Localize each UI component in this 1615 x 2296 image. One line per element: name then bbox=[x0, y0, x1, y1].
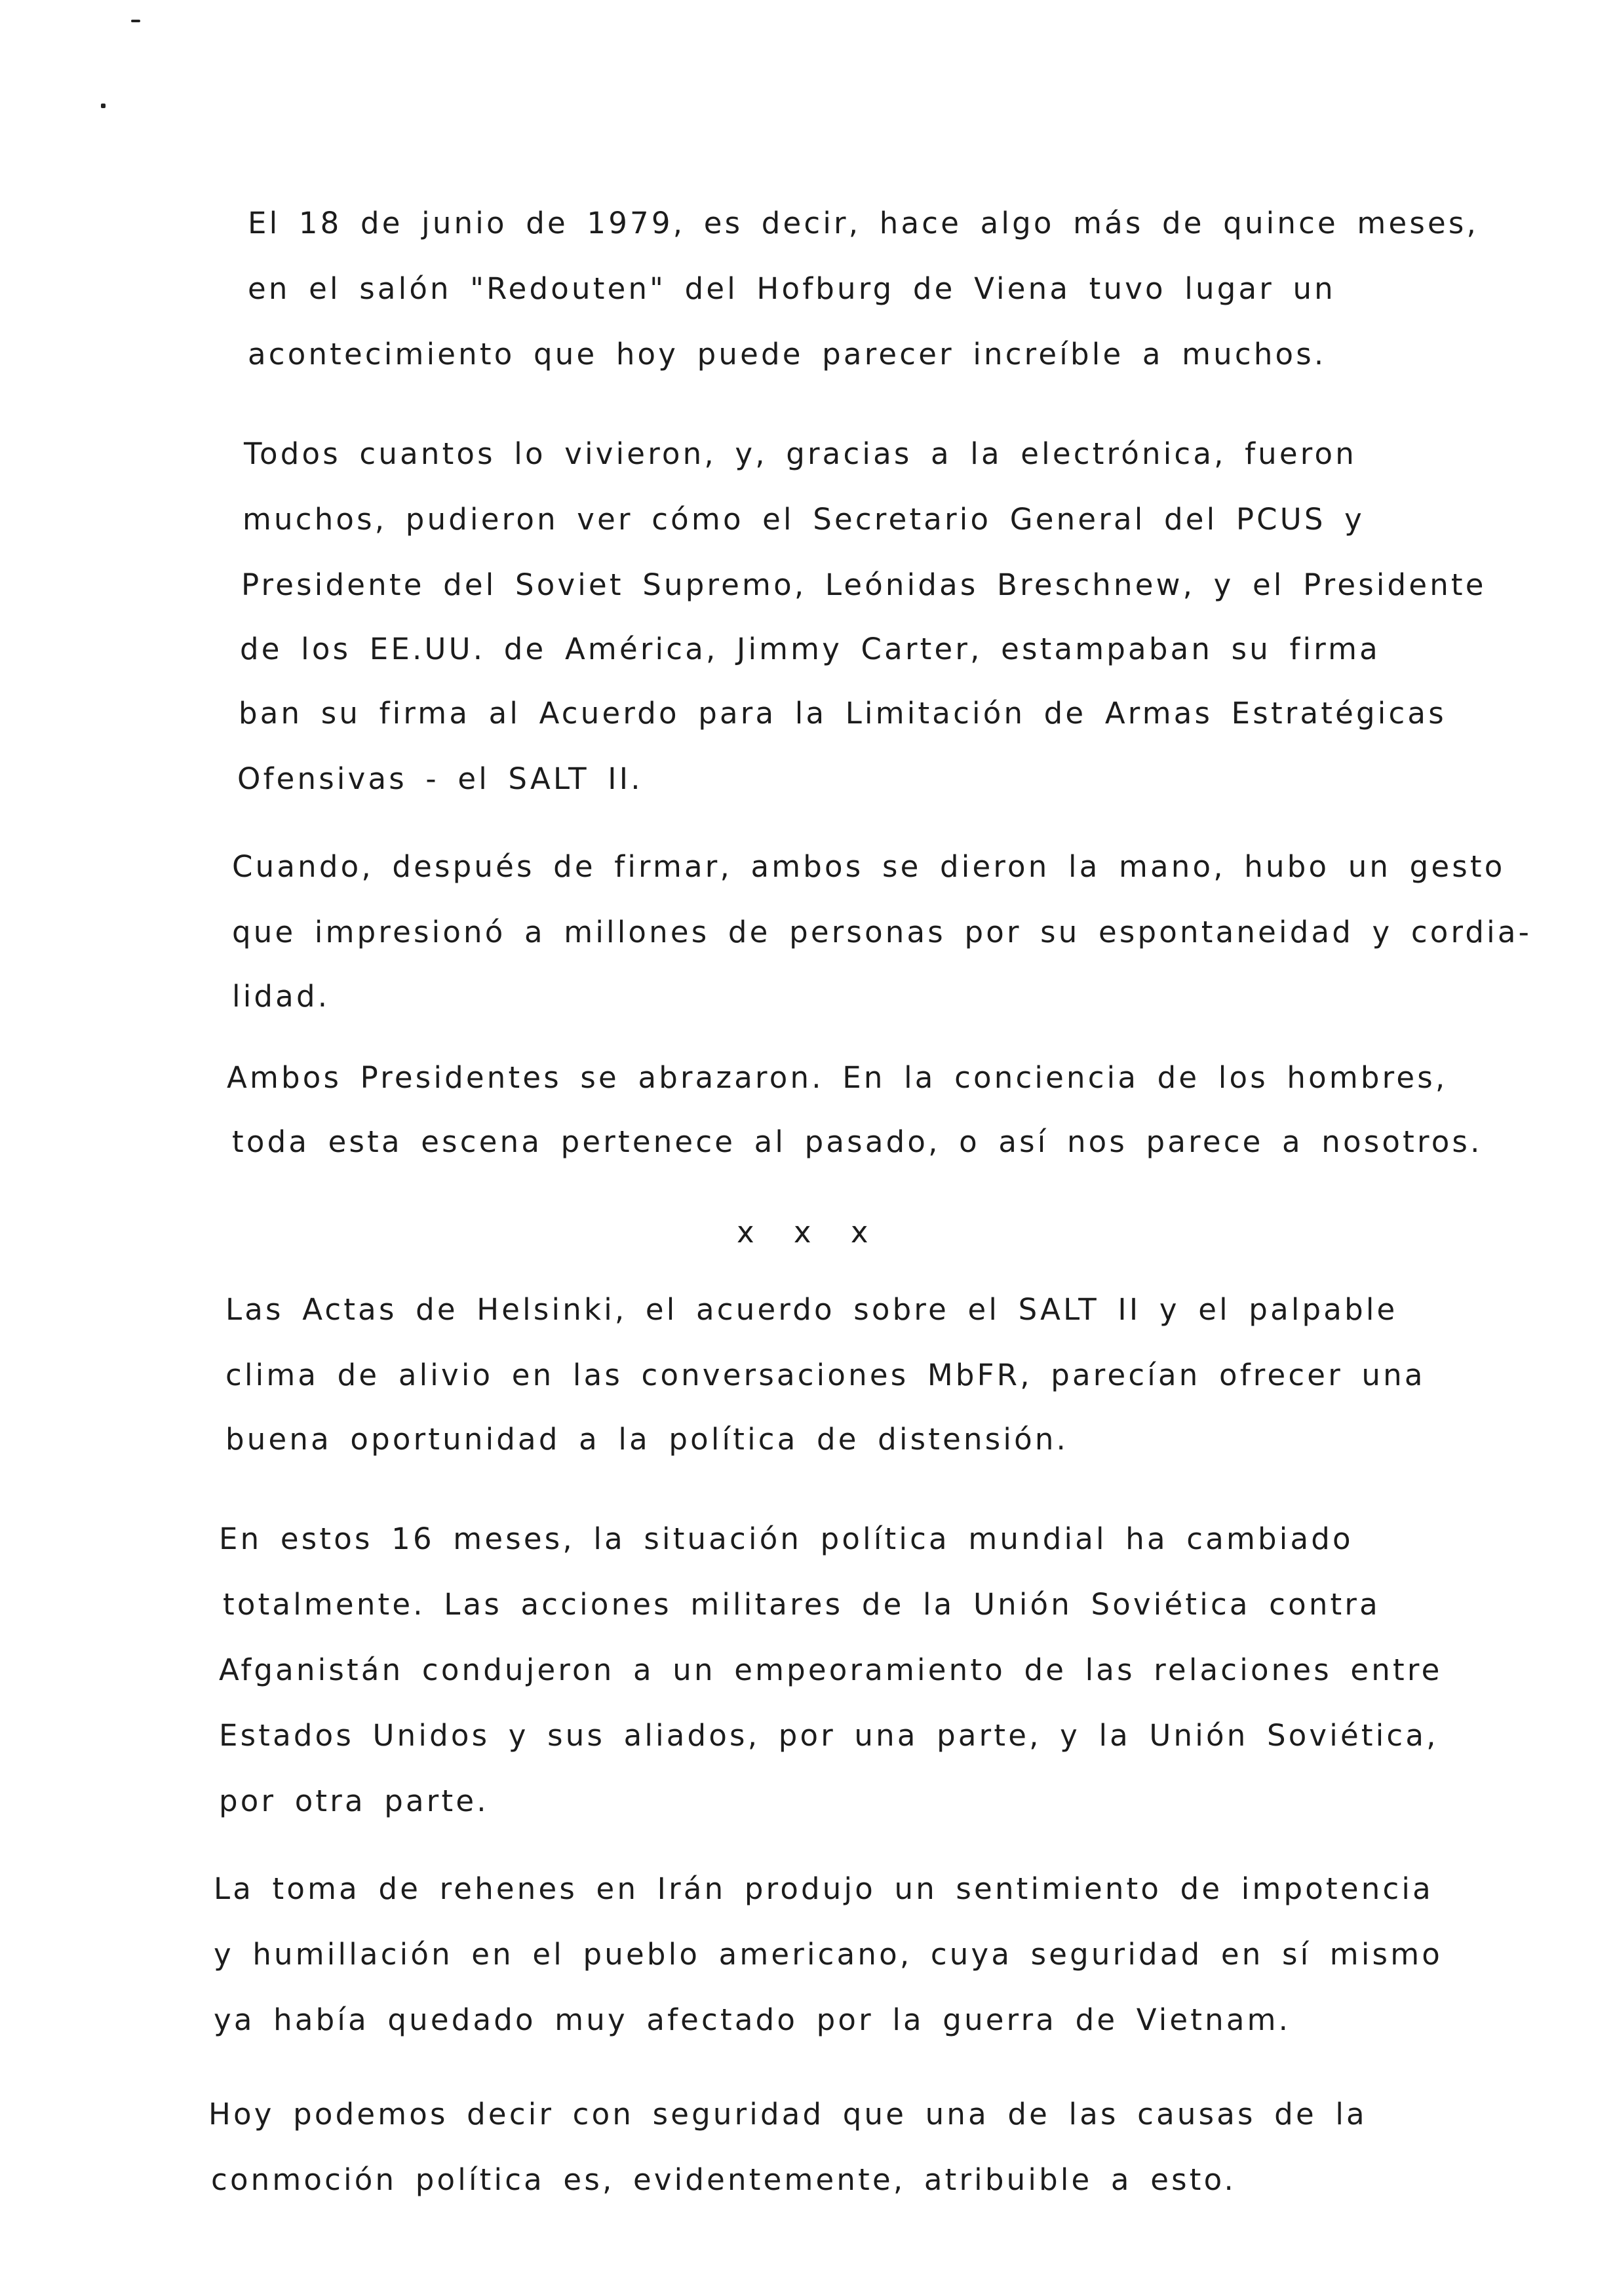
paragraph-8-line-1: Hoy podemos decir con seguridad que una de las causas de la bbox=[208, 2097, 1367, 2132]
paragraph-2-line-1: Todos cuantos lo vivieron, y, gracias a la electrónica, fueron bbox=[244, 436, 1357, 471]
paragraph-5-line-3: buena oportunidad a la política de distensión. bbox=[225, 1422, 1069, 1457]
paragraph-6-line-3: Afganistán condujeron a un empeoramiento de las relaciones entre bbox=[219, 1653, 1443, 1687]
paragraph-1-line-2: en el salón "Redouten" del Hofburg de Viena tuvo lugar un bbox=[248, 271, 1336, 306]
paragraph-3-line-2: que impresionó a millones de personas por su espontaneidad y cordia- bbox=[232, 915, 1532, 949]
paragraph-7-line-2: y humillación en el pueblo americano, cuya seguridad en sí mismo bbox=[214, 1937, 1443, 1972]
paragraph-1-line-3: acontecimiento que hoy puede parecer increíble a muchos. bbox=[248, 337, 1327, 372]
paragraph-7-line-1: La toma de rehenes en Irán produjo un sentimiento de impotencia bbox=[214, 1871, 1433, 1906]
paragraph-2-line-4: de los EE.UU. de América, Jimmy Carter, estampaban su firma bbox=[240, 632, 1380, 666]
paragraph-2-line-3: Presidente del Soviet Supremo, Leónidas Breschnew, y el Presidente bbox=[241, 567, 1487, 602]
section-separator: x x x bbox=[737, 1215, 868, 1250]
paragraph-5-line-2: clima de alivio en las conversaciones MbFR, parecían ofrecer una bbox=[225, 1358, 1426, 1392]
paragraph-4-line-2: toda esta escena pertenece al pasado, o así nos parece a nosotros. bbox=[232, 1124, 1483, 1159]
paragraph-8-line-2: conmoción política es, evidentemente, atribuible a esto. bbox=[211, 2162, 1237, 2197]
paragraph-3-line-3: lidad. bbox=[232, 979, 330, 1014]
paragraph-2-line-5: ban su firma al Acuerdo para la Limitación de Armas Estratégicas bbox=[239, 696, 1447, 731]
paragraph-5-line-1: Las Actas de Helsinki, el acuerdo sobre el SALT II y el palpable bbox=[225, 1292, 1398, 1327]
paragraph-2-line-6: Ofensivas - el SALT II. bbox=[237, 761, 643, 796]
paragraph-4-line-1: Ambos Presidentes se abrazaron. En la conciencia de los hombres, bbox=[227, 1060, 1448, 1095]
paragraph-7-line-3: ya había quedado muy afectado por la guerra de Vietnam. bbox=[214, 2002, 1291, 2037]
paragraph-6-line-5: por otra parte. bbox=[219, 1784, 489, 1818]
paragraph-2-line-2: muchos, pudieron ver cómo el Secretario General del PCUS y bbox=[243, 502, 1365, 537]
paragraph-1-line-1: El 18 de junio de 1979, es decir, hace algo más de quince meses, bbox=[248, 206, 1479, 240]
paragraph-6-line-1: En estos 16 meses, la situación política mundial ha cambiado bbox=[219, 1521, 1353, 1556]
scan-speck bbox=[101, 104, 106, 108]
paragraph-6-line-4: Estados Unidos y sus aliados, por una parte, y la Unión Soviética, bbox=[219, 1718, 1439, 1753]
paragraph-3-line-1: Cuando, después de firmar, ambos se dieron la mano, hubo un gesto bbox=[232, 849, 1506, 884]
scan-speck bbox=[131, 20, 140, 22]
paragraph-6-line-2: totalmente. Las acciones militares de la Unión Soviética contra bbox=[223, 1587, 1380, 1622]
